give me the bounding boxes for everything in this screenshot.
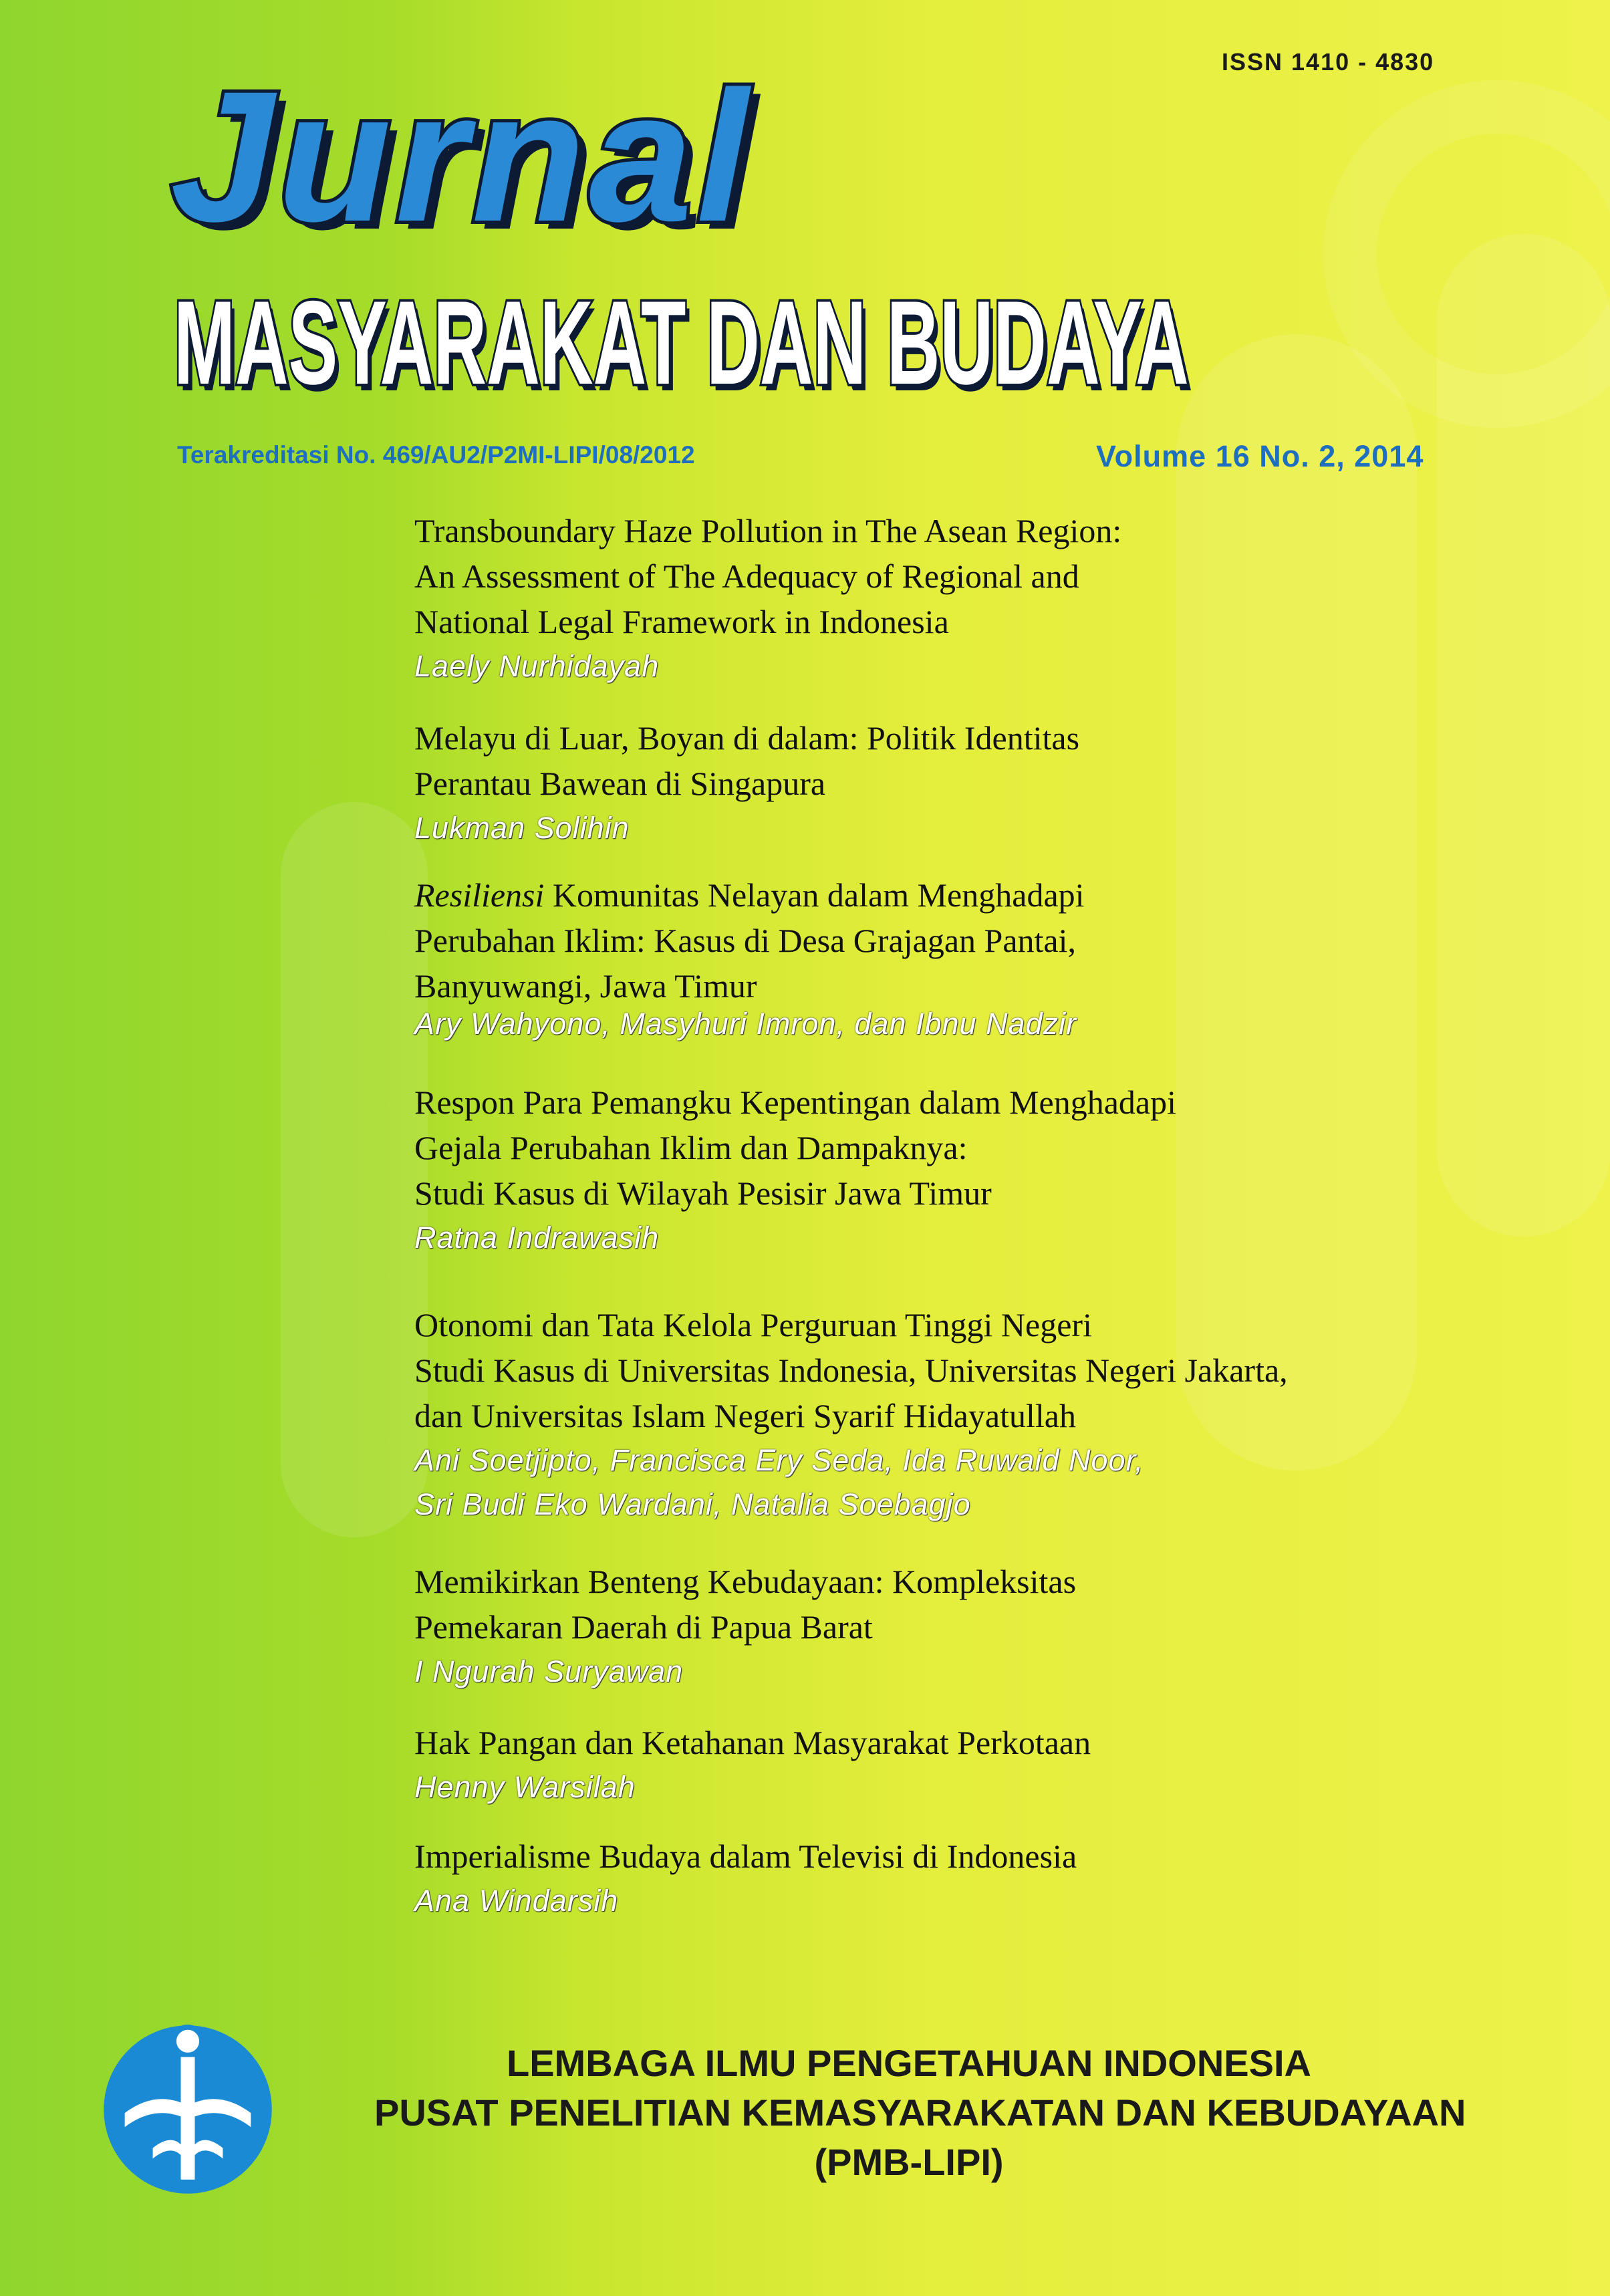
article-authors: Laely Nurhidayah [414,649,660,683]
volume-label: Volume 16 No. 2, 2014 [1096,439,1424,473]
journal-subtitle: MASYARAKAT DAN BUDAYA [174,276,1189,409]
accreditation-label: Terakreditasi No. 469/AU2/P2MI-LIPI/08/2012 [177,441,695,469]
article-authors: Henny Warsilah [414,1770,636,1804]
publisher-abbrev: (PMB-LIPI) [814,2141,1004,2183]
article-title: Melayu di Luar, Boyan di dalam: Politik Identitas Perantau Bawean di Singapura [414,719,1080,802]
article-authors: Ana Windarsih [414,1884,619,1918]
article-entry [414,1720,1091,1809]
article-title-italic: Resiliensi [414,876,545,914]
article-title: Imperialisme Budaya dalam Televisi di Indonesia [414,1837,1077,1875]
publisher-name: LEMBAGA ILMU PENGETAHUAN INDONESIA [507,2042,1311,2084]
article-authors: Lukman Solihin [414,811,630,845]
article-entry [414,715,1079,850]
article-entry [414,508,1121,688]
issn-label: ISSN 1410 - 4830 [1222,48,1435,76]
publisher-block [374,2039,1466,2187]
article-authors: Ratna Indrawasih [414,1221,660,1255]
article-entry [414,872,1085,1046]
article-entry [414,1079,1176,1260]
journal-logo-text: Jurnal [170,52,753,260]
article-title: Otonomi dan Tata Kelola Perguruan Tinggi Negeri Studi Kasus di Universitas Indonesia, Universitas Negeri Jakarta, dan Universitas Islam Negeri Syarif Hidayatullah [414,1306,1288,1434]
article-authors: Ani Soetjipto, Francisca Ery Seda, Ida Ruwaid Noor, Sri Budi Eko Wardani, Natalia Soebagjo [414,1443,1144,1521]
article-title: Memikirkan Benteng Kebudayaan: Kompleksitas Pemekaran Daerah di Papua Barat [414,1563,1077,1646]
background-shape [1176,334,1417,1471]
publisher-center: PUSAT PENELITIAN KEMASYARAKATAN DAN KEBUDAYAAN [374,2091,1466,2134]
article-title: Respon Para Pemangku Kepentingan dalam Menghadapi Gejala Perubahan Iklim dan Dampaknya: Studi Kasus di Wilayah Pesisir Jawa Timur [414,1083,1176,1212]
article-authors: I Ngurah Suryawan [414,1654,684,1688]
article-entry [414,1302,1288,1527]
article-title: Hak Pangan dan Ketahanan Masyarakat Perkotaan [414,1724,1091,1761]
article-authors: Ary Wahyono, Masyhuri Imron, dan Ibnu Nadzir [414,1007,1077,1041]
article-entry [414,1559,1076,1694]
article-title: Transboundary Haze Pollution in The Asean Region: An Assessment of The Adequacy of Regional and National Legal Framework in Indonesia [414,512,1122,640]
article-entry [414,1833,1077,1923]
background-shape [281,802,428,1537]
article-title-rest: Komunitas Nelayan dalam Menghadapi Perubahan Iklim: Kasus di Desa Grajagan Pantai, Banyuwangi, Jawa Timur [414,876,1085,1005]
article-title [414,872,1085,1009]
lipi-emblem-icon [100,2022,275,2197]
